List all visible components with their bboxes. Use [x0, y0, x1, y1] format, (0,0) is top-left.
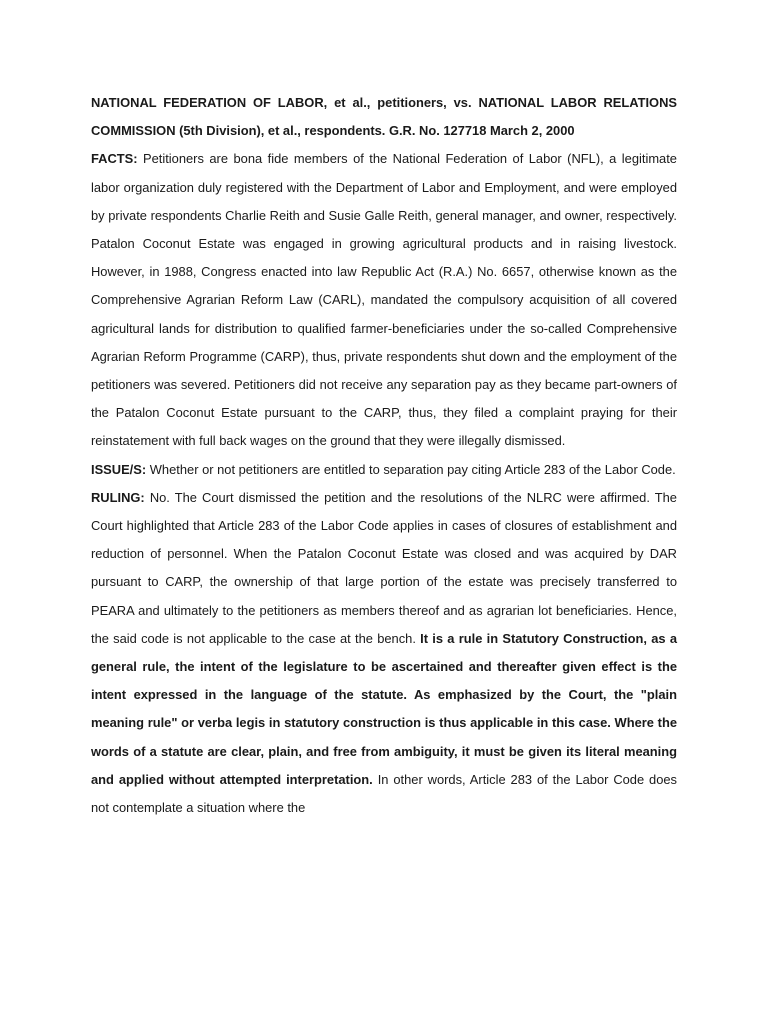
ruling-bold-text: It is a rule in Statutory Construction, as a general rule, the intent of the legislature to be ascertained and thereafter given effect is the intent expressed in the language of the statute. As emphasized by the Court, the "plain meaning rule" or verba legis in statutory construction is thus applicable in this case. Where the words of a statute are clear, plain, and free from ambiguity, it must be given its literal meaning and applied without attempted interpretation. — [91, 630, 677, 787]
case-title: NATIONAL FEDERATION OF LABOR, et al., petitioners, vs. NATIONAL LABOR RELATIONS COMMISSION (5th Division), et al., respondents. G.R. No. 127718 March 2, 2000 — [91, 95, 677, 139]
document-page — [91, 89, 677, 822]
issue-text: Whether or not petitioners are entitled to separation pay citing Article 283 of the Labor Code. — [149, 461, 676, 477]
facts-paragraph — [91, 145, 677, 455]
issue-paragraph — [91, 456, 677, 484]
ruling-tail-text: In other words, Article 283 of the Labor Code does not contemplate a situation where the — [91, 771, 678, 816]
facts-label: FACTS: — [91, 151, 138, 167]
issue-label: ISSUE/S: — [91, 461, 147, 477]
ruling-text: No. The Court dismissed the petition and the resolutions of the NLRC were affirmed. The Court highlighted that Article 283 of the Labor Code applies in cases of closures of establishment and reduction of personnel. When the Patalon Coconut Estate was closed and was acquired by DAR pursuant to CARP, the ownership of that large portion of the estate was precisely transferred to PEARA and ultimately to the petitioners as members thereof and as agrarian lot beneficiaries. Hence, the said code is not applicable to the case at the bench. — [91, 489, 677, 646]
ruling-label: RULING: — [91, 489, 145, 505]
facts-text: Petitioners are bona fide members of the National Federation of Labor (NFL), a legitimate labor organization duly registered with the Department of Labor and Employment, and were employed by private respondents Charlie Reith and Susie Galle Reith, general manager, and owner, respectively. Patalon Coconut Estate was engaged in growing agricultural products and in raising livestock. However, in 1988, Congress enacted into law Republic Act (R.A.) No. 6657, otherwise known as the Comprehensive Agrarian Reform Law (CARL), mandated the compulsory acquisition of all covered agricultural lands for distribution to qualified farmer-beneficiaries under the so-called Comprehensive Agrarian Reform Programme (CARP), thus, private respondents shut down and the employment of the petitioners was severed. Petitioners did not receive any separation pay as they became part-owners of the Patalon Coconut Estate pursuant to the CARP, thus, they filed a complaint praying for their reinstatement with full back wages on the ground that they were illegally dismissed. — [91, 151, 677, 449]
ruling-paragraph — [91, 484, 677, 822]
